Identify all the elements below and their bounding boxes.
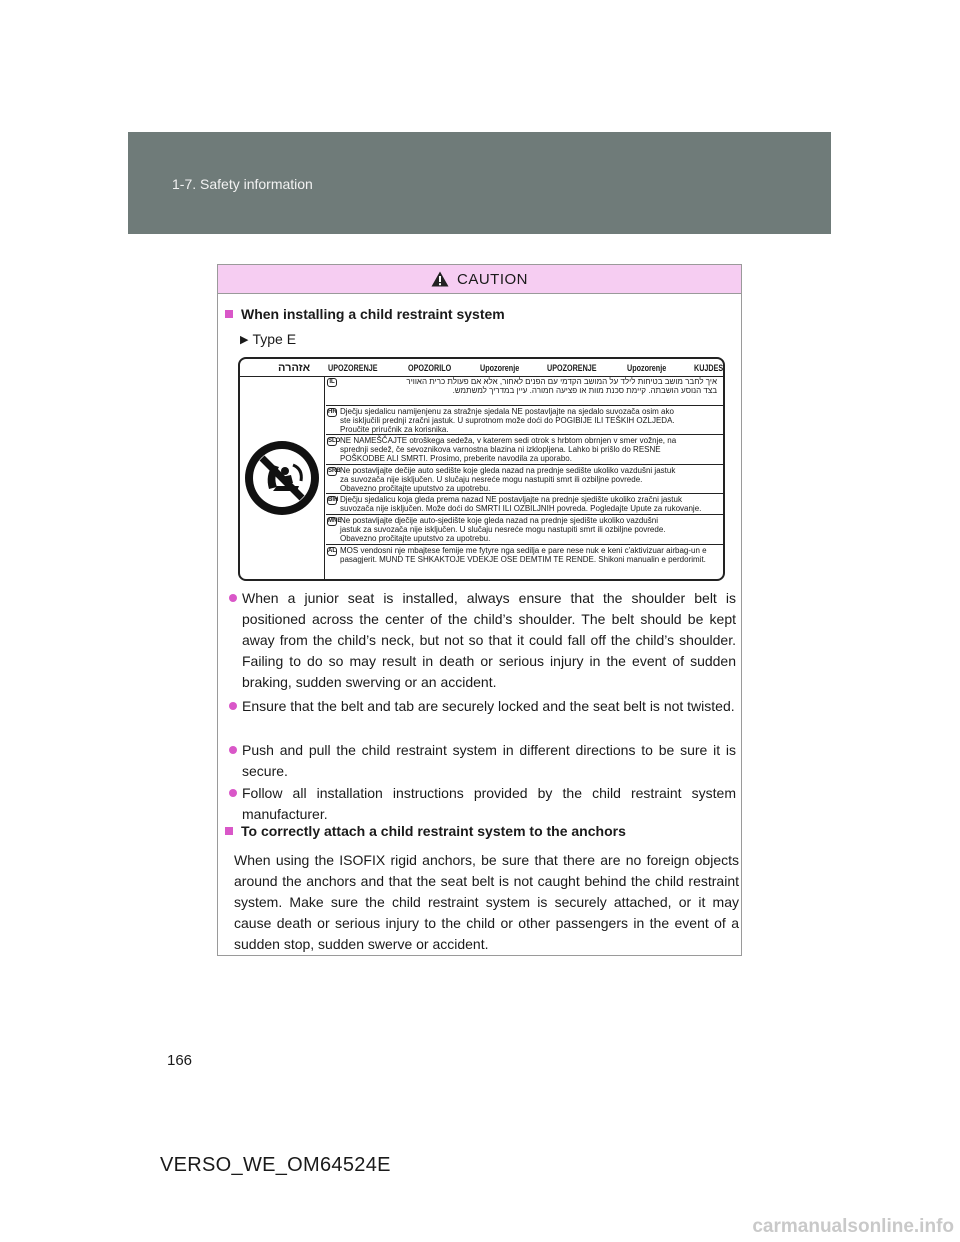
square-bullet-icon: [225, 310, 233, 318]
watermark: carmanualsonline.info: [752, 1216, 954, 1237]
bullet-item: When a junior seat is installed, always ensure that the shoulder belt is positioned across the center of the child’s shoulder. The belt should be kept away from the child’s neck, but not so that it could fall off the child’s shoulder. Failing to do so may result in death or serious injury in the event of sudden braking, sudden swerving or an accident.: [228, 588, 736, 693]
label-warning-word: KUJDES: [694, 362, 724, 373]
triangle-right-icon: ▶: [240, 333, 249, 346]
label-header: [240, 359, 723, 377]
label-warning-word: OPOZORILO: [408, 362, 452, 373]
label-row: SLO NE NAMEŠČAJTE otroškega sedeža, v katerem sedi otrok s hrbtom obrnjen v smer vožnje, na sprednji sedež, če sevoznikova varnostna blazina ni izklopljena. Lahko bi prišlo do RESNE POŠKODBE ALI SMRTI. Prosimo, preberite navodila za uporabo.: [326, 435, 723, 465]
label-warning-hebrew: אזהרה: [278, 361, 311, 374]
airbag-warning-label: [238, 357, 725, 581]
type-label: ▶ Type E: [240, 331, 297, 347]
page-number: 166: [167, 1052, 193, 1069]
bullet-item: Follow all installation instructions provided by the child restraint system manufacturer.: [228, 783, 736, 825]
header-band: [128, 132, 831, 234]
label-warning-word: UPOZORENJE: [328, 362, 378, 373]
label-row: AL MOS vendosni nje mbajtese femije me fytyre nga sedilja e pare nese nuk e keni c'aktivizuar airbag-un e pasagjerit. MUND TE SHKAKTOJE VDEKJE OSE DEMTIM TE RENDE. Shikoni manualin e perdorimit.: [328, 546, 707, 564]
bullet-item: Push and pull the child restraint system in different directions to be sure it is secure.: [228, 740, 736, 782]
label-row: MNE Ne postavljajte dječije auto-sjedište koje gleda nazad na prednje sjedište ukoliko vazdušni jastuk za suvozača nije isključen. U slučaju nesreće mogu nastupiti smrt ili ozbiljne povrede. Obavezno pročitajte uputstvo za upotrebu.: [326, 515, 723, 545]
label-warning-word: Upozorenje: [480, 362, 520, 373]
bullet-dot-icon: [229, 746, 237, 754]
bullet-dot-icon: [229, 789, 237, 797]
bullet-dot-icon: [229, 702, 237, 710]
label-warning-word: Upozorenje: [627, 362, 667, 373]
label-rows: [326, 376, 723, 579]
bullet-dot-icon: [229, 594, 237, 602]
section-title: 1-7. Safety information: [172, 176, 313, 192]
label-row: BIH Dječju sjedalicu koja gleda prema nazad NE postavljajte na prednje sjedište ukoliko zračni jastuk suvozača nije isključen. Može doći do SMRTI ILI OZBILJNIH povreda. Pogledajte Upute za rukovanje.: [326, 494, 723, 515]
section-heading-anchors: To correctly attach a child restraint system to the anchors: [225, 823, 626, 839]
document-code: VERSO_WE_OM64524E: [160, 1154, 391, 1176]
label-row: IL איך לחבר מושב בטיחות לילד על המושב הקדמי עם הפנים לאחור, אלא אם פעולת כרית האוויר בצד הנוסע הושבתה. קיימת סכנת מוות או פציעה חמורה. עיין במדריך למשתמש.: [326, 376, 723, 406]
label-row: HR Dječju sjedalicu namijenjenu za stražnje sjedala NE postavljajte na sjedalo suvozača osim ako ste isključili prednji zračni jastuk. U suprotnom može doći do POGIBIJE ILI TEŠKIH OZLJEDA. Proučite priručnik za korisnika.: [326, 406, 723, 435]
label-warning-word: UPOZORENJE: [547, 362, 597, 373]
warning-icon: [431, 271, 449, 287]
caution-title: CAUTION: [457, 270, 528, 288]
label-pictogram: [240, 376, 325, 579]
label-row: SRB Ne postavljajte dečije auto sedište koje gleda nazad na prednje sedište ukoliko vazdušni jastuk za suvozača nije isključen. U slučaju nesreće mogu nastupiti smrt ili ozbiljne povrede. Obavezno pročitajte uputstvo za upotrebu.: [326, 465, 723, 494]
anchors-paragraph: When using the ISOFIX rigid anchors, be sure that there are no foreign objects around the anchors and that the seat belt is not caught behind the child restraint system. Make sure the child restraint system is securely attached, or it may cause death or serious injury to the child or other passengers in the event of a sudden stop, sudden swerve or accident.: [234, 852, 739, 952]
caution-box: [217, 264, 742, 956]
bullet-item: Ensure that the belt and tab are securely locked and the seat belt is not twisted.: [228, 696, 736, 717]
caution-header: [218, 265, 741, 294]
no-rear-facing-seat-icon: [243, 439, 321, 517]
section-heading-installing: When installing a child restraint system: [225, 306, 505, 322]
square-bullet-icon: [225, 827, 233, 835]
